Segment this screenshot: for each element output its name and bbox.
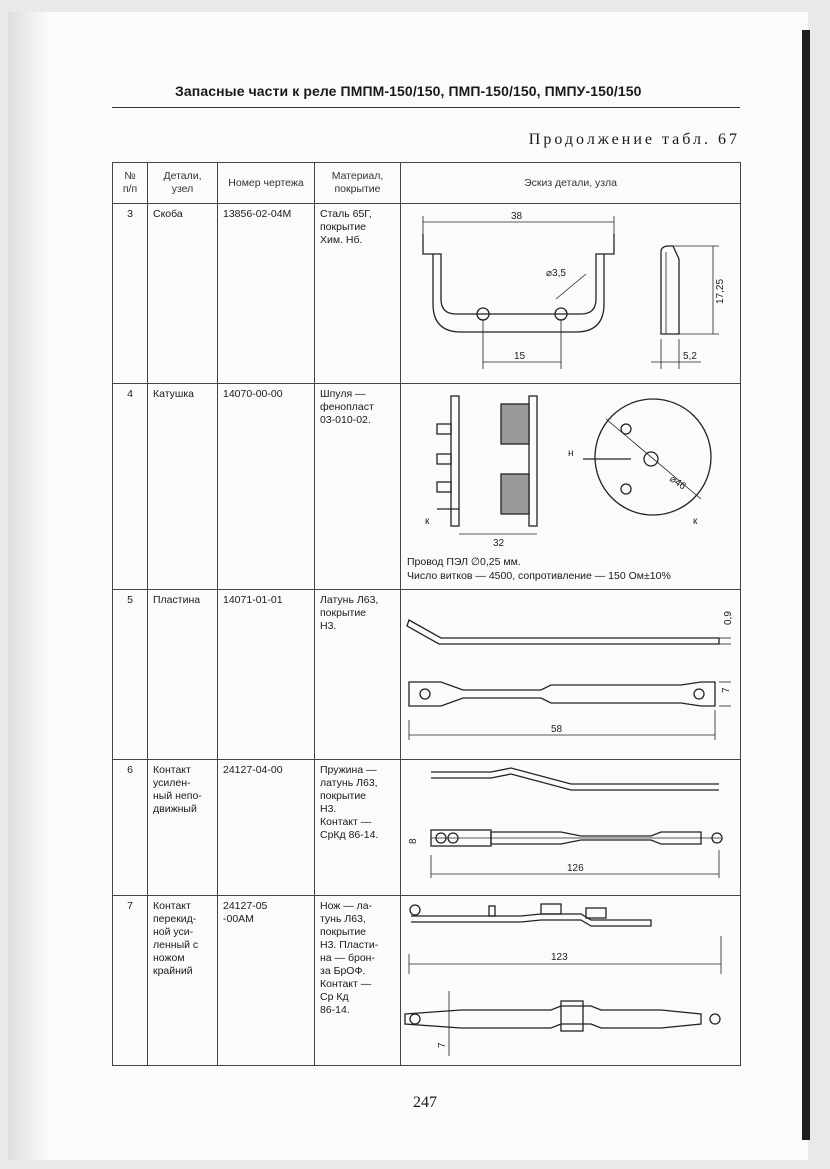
dim-length: 58 [551, 724, 563, 735]
plate-drawing [401, 590, 741, 758]
col-header-drawing: Номер чертежа [218, 163, 315, 204]
dim-height: 17,25 [715, 278, 726, 304]
col-header-material: Материал, покрытие [315, 163, 401, 204]
page-shadow [8, 12, 48, 1160]
row-drawing: 13856-02-04М [218, 204, 315, 384]
sketch-fixed-contact [401, 760, 741, 896]
table-row [113, 590, 741, 760]
sketch-bracket [401, 204, 741, 384]
book-spine [802, 30, 810, 1140]
row-number: 7 [113, 896, 148, 1066]
dim-length: 126 [567, 863, 584, 874]
row-part: Катушка [148, 384, 218, 590]
row-number: 3 [113, 204, 148, 384]
row-part: Скоба [148, 204, 218, 384]
table-row [113, 204, 741, 384]
row-drawing: 14071-01-01 [218, 590, 315, 760]
table-row [113, 896, 741, 1066]
bracket-drawing [401, 204, 741, 382]
col-header-number: № п/п [113, 163, 148, 204]
row-part: Контакт перекид- ной уси- ленный с ножом крайний [148, 896, 218, 1066]
col-header-part: Детали, узел [148, 163, 218, 204]
sketch-changeover-contact [401, 896, 741, 1066]
page-number: 247 [413, 1094, 437, 1111]
dim-coil-length: 32 [493, 538, 505, 549]
dim-length: 123 [551, 952, 568, 963]
row-number: 4 [113, 384, 148, 590]
dim-width: 7 [437, 1042, 448, 1048]
row-material: Шпуля — фенопласт 03-010-02. [315, 384, 401, 590]
fixed-contact-drawing [401, 760, 741, 894]
coil-drawing [401, 384, 741, 549]
row-part: Пластина [148, 590, 218, 760]
terminal-start-label: н [568, 448, 574, 459]
dim-width: 8 [408, 838, 419, 844]
row-material: Латунь Л63, покрытие Н3. [315, 590, 401, 760]
sketch-coil [401, 384, 741, 590]
row-material: Пружина — латунь Л63, покрытие Н3. Контакт — СрКд 86-14. [315, 760, 401, 896]
row-number: 5 [113, 590, 148, 760]
spare-parts-table [112, 162, 741, 1066]
table-header-row [113, 163, 741, 204]
row-drawing: 14070-00-00 [218, 384, 315, 590]
table-row [113, 384, 741, 590]
table-continuation-label: Продолжение табл. 67 [528, 131, 740, 148]
dim-hole-spacing: 15 [514, 351, 526, 362]
changeover-contact-drawing [401, 896, 741, 1064]
row-drawing: 24127-05 -00АМ [218, 896, 315, 1066]
header-rule [112, 107, 740, 108]
col-header-sketch: Эскиз детали, узла [401, 163, 741, 204]
terminal-end-label: к [425, 516, 430, 527]
table-row [113, 760, 741, 896]
row-material: Нож — ла- тунь Л63, покрытие Н3. Пласти- на — брон- за БрОФ. Контакт — Ср Кд 86-14. [315, 896, 401, 1066]
row-material: Сталь 65Г, покрытие Хим. Нб. [315, 204, 401, 384]
page-header-title: Запасные части к реле ПМПМ-150/150, ПМП-150/150, ПМПУ-150/150 [175, 83, 642, 99]
dim-thickness: 0,9 [723, 611, 734, 625]
dim-coil-diameter: ⌀46 [667, 473, 688, 493]
row-part: Контакт усилен- ный непо- движный [148, 760, 218, 896]
dim-thickness: 5,2 [683, 351, 697, 362]
dim-width: 7 [721, 687, 732, 693]
terminal-end-label-2: к [693, 516, 698, 527]
row-number: 6 [113, 760, 148, 896]
row-drawing: 24127-04-00 [218, 760, 315, 896]
sketch-plate [401, 590, 741, 760]
dim-hole-diameter: ⌀3,5 [546, 268, 566, 279]
coil-winding-note: Провод ПЭЛ ∅0,25 мм. Число витков — 4500, сопротивление — 150 Ом±10% [407, 556, 671, 582]
dim-width: 38 [511, 211, 523, 222]
